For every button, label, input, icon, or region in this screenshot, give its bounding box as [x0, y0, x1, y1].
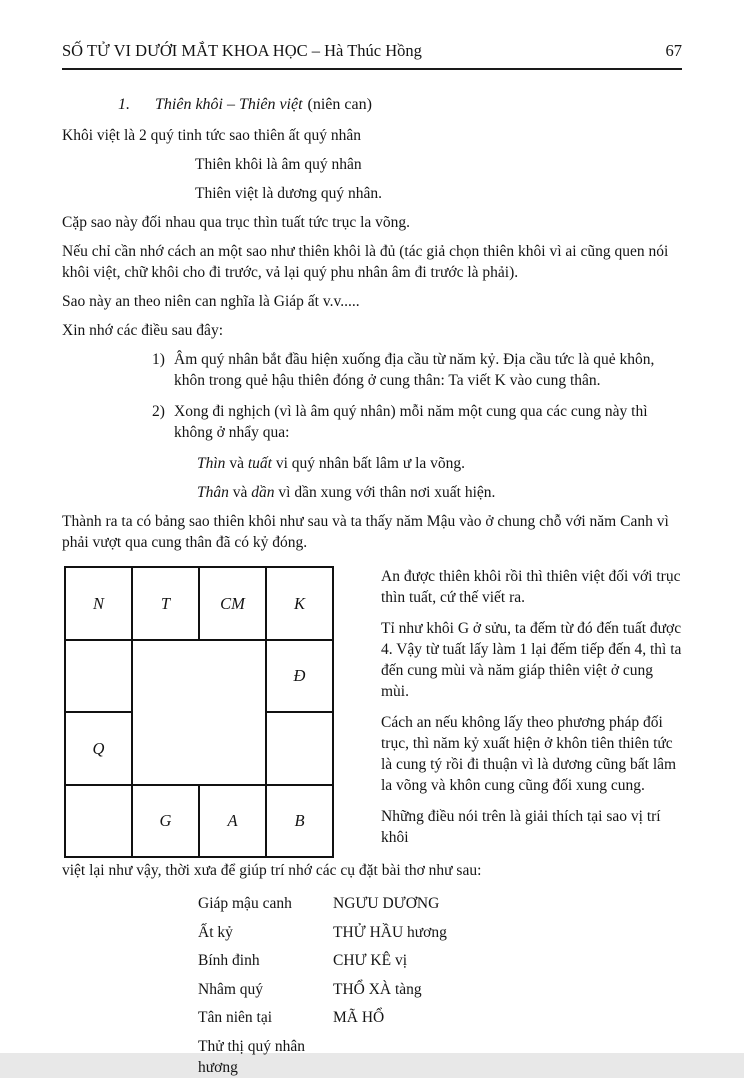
note-text: và — [228, 484, 252, 501]
indented-line: Thiên khôi là âm quý nhân — [195, 156, 362, 173]
chart-cell: G — [132, 785, 199, 858]
chart-cell: A — [199, 785, 266, 858]
chart-cell: CM — [199, 567, 266, 640]
paragraph: Cách an nếu không lấy theo phương pháp đối trục, thì năm kỷ xuất hiện ở khôn tiên thiên tức là cung tý rồi đi thuận vì là dương cũng bất lâm la võng và khôn cung cũng đối xung cung. — [381, 714, 677, 794]
table-section — [64, 566, 682, 858]
section-title-suffix: (niên can) — [307, 96, 372, 113]
note-text: vi quý nhân bất lâm ư la võng. — [271, 455, 466, 472]
poem-left: Bính đinh — [198, 952, 260, 969]
item-marker: 1) — [152, 351, 165, 368]
poem-left: Ất kỷ — [198, 923, 233, 941]
section-number: 1. — [118, 96, 130, 113]
right-column — [381, 566, 682, 858]
section-title: Thiên khôi – Thiên việt — [155, 96, 303, 113]
item-marker: 2) — [152, 403, 165, 420]
note-italic: tuất — [247, 455, 272, 472]
poem-right: THỔ XÀ tàng — [333, 980, 422, 998]
paragraph: Những điều nói trên là giải thích tại sao vị trí khôi — [381, 808, 661, 846]
chart-cell — [266, 712, 333, 785]
paragraph-continuation: việt lại như vậy, thời xưa để giúp trí nhớ các cụ đặt bài thơ như sau: — [62, 862, 482, 879]
poem-row — [198, 1036, 682, 1078]
poem-left: Giáp mậu canh — [198, 895, 292, 912]
thien-khoi-chart-table — [64, 566, 334, 858]
paragraph: Sao này an theo niên can nghĩa là Giáp ất v.v..... — [62, 293, 360, 310]
chart-cell — [65, 785, 132, 858]
note-italic: dần — [251, 484, 275, 501]
poem-left: Nhâm quý — [198, 980, 264, 998]
note-italic: Thân — [197, 484, 229, 501]
note-text: và — [225, 455, 248, 472]
paragraph: Tỉ như khôi G ở sửu, ta đếm từ đó đến tuất được 4. Vậy từ tuất lấy làm 1 lại đếm tiếp đến 4, thì ta đến cung mùi và năm giáp thiên việt ở cung mùi. — [381, 620, 682, 700]
chart-cell: Đ — [266, 640, 333, 713]
poem-row — [198, 979, 682, 1000]
poem-left: Thử thị quý nhân hương — [198, 1037, 305, 1076]
note-italic: Thìn — [197, 455, 226, 472]
chart-cell: B — [266, 785, 333, 858]
section-heading — [62, 94, 682, 115]
poem-list — [198, 893, 682, 1078]
paragraph: Khôi việt là 2 quý tinh tức sao thiên ất quý nhân — [62, 127, 361, 144]
chart-cell: Q — [65, 712, 132, 785]
note-line — [197, 482, 682, 503]
book-title: SỐ TỬ VI DƯỚI MẮT KHOA HỌC – Hà Thúc Hồng — [62, 41, 422, 60]
numbered-item — [62, 401, 682, 443]
numbered-item — [62, 349, 682, 391]
paragraph: An được thiên khôi rồi thì thiên việt đối với trục thìn tuất, cứ thế viết ra. — [381, 568, 681, 606]
chart-cell: N — [65, 567, 132, 640]
chart-cell: K — [266, 567, 333, 640]
paragraph: Nếu chỉ cần nhớ cách an một sao như thiên khôi là đủ (tác giả chọn thiên khôi vì ai cũng quen nói khôi việt, chữ khôi cho đi trước, vả lại quý phu nhân âm đi trước là phải). — [62, 243, 669, 281]
poem-row — [198, 893, 682, 914]
poem-row — [198, 1007, 682, 1028]
header-divider — [62, 68, 682, 70]
chart-cell: T — [132, 567, 199, 640]
poem-left: Tân niên tại — [198, 1009, 273, 1026]
item-text: Âm quý nhân bắt đầu hiện xuống địa cầu từ năm kỷ. Địa cầu tức là quẻ khôn, khôn trong quẻ hậu thiên đóng ở cung thân: Ta viết K vào cung thân. — [174, 351, 655, 389]
chart-center-cell — [132, 640, 266, 785]
item-text: Xong đi nghịch (vì là âm quý nhân) mỗi năm một cung qua các cung này thì không ở nhẩy qua: — [174, 403, 648, 441]
poem-right: NGƯU DƯƠNG — [333, 895, 440, 912]
poem-right: CHƯ KÊ vị — [333, 952, 408, 969]
paragraph: Thành ra ta có bảng sao thiên khôi như sau và ta thấy năm Mậu vào ở chung chỗ với năm Canh vì phải vượt qua cung thân đã có kỷ đóng. — [62, 513, 669, 551]
poem-row — [198, 922, 682, 943]
poem-right: THỬ HẦU hương — [333, 923, 447, 941]
page-number: 67 — [665, 41, 682, 60]
poem-right: MÃ HỔ — [333, 1009, 385, 1026]
paragraph: Cặp sao này đối nhau qua trục thìn tuất tức trục la võng. — [62, 214, 411, 231]
indented-line: Thiên việt là dương quý nhân. — [195, 185, 383, 202]
note-text: vì dần xung với thân nơi xuất hiện. — [274, 484, 496, 501]
note-line — [197, 453, 682, 474]
chart-cell — [65, 640, 132, 713]
page-header — [62, 40, 682, 61]
paragraph: Xin nhớ các điều sau đây: — [62, 322, 223, 339]
poem-row — [198, 950, 682, 971]
